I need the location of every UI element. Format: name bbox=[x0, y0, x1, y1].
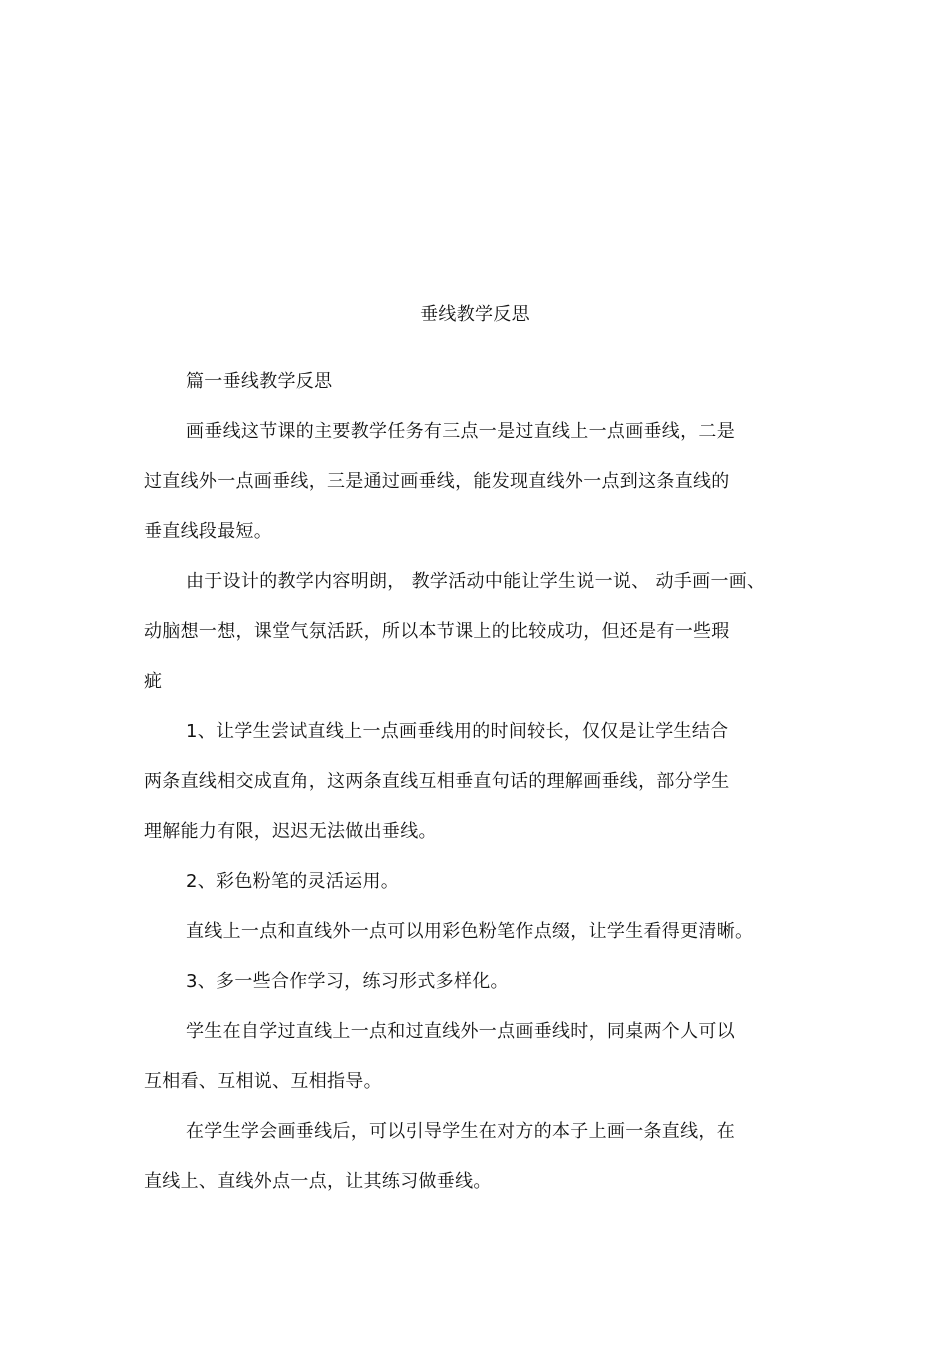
paragraph-line: 由于设计的教学内容明朗， 教学活动中能让学生说一说、 动手画一画、 bbox=[186, 571, 766, 592]
paragraph-line: 疵 bbox=[144, 671, 163, 692]
paragraph-line: 3、多一些合作学习，练习形式多样化。 bbox=[186, 971, 509, 992]
paragraph-line: 学生在自学过直线上一点和过直线外一点画垂线时，同桌两个人可以 bbox=[186, 1021, 735, 1042]
paragraph-line: 画垂线这节课的主要教学任务有三点一是过直线上一点画垂线，二是 bbox=[186, 421, 735, 442]
paragraph-line: 2、彩色粉笔的灵活运用。 bbox=[186, 871, 400, 892]
section-heading: 篇一垂线教学反思 bbox=[186, 371, 333, 392]
paragraph-line: 1、让学生尝试直线上一点画垂线用的时间较长，仅仅是让学生结合 bbox=[186, 721, 729, 742]
paragraph-line: 过直线外一点画垂线，三是通过画垂线，能发现直线外一点到这条直线的 bbox=[144, 471, 730, 492]
paragraph-line: 动脑想一想，课堂气氛活跃，所以本节课上的比较成功，但还是有一些瑕 bbox=[144, 621, 730, 642]
document-title: 垂线教学反思 bbox=[420, 304, 530, 325]
paragraph-line: 两条直线相交成直角，这两条直线互相垂直句话的理解画垂线，部分学生 bbox=[144, 771, 730, 792]
paragraph-line: 直线上、直线外点一点，让其练习做垂线。 bbox=[144, 1171, 492, 1192]
paragraph-line: 理解能力有限，迟迟无法做出垂线。 bbox=[144, 821, 437, 842]
paragraph-line: 在学生学会画垂线后，可以引导学生在对方的本子上画一条直线，在 bbox=[186, 1121, 735, 1142]
paragraph-line: 垂直线段最短。 bbox=[144, 521, 273, 542]
paragraph-line: 互相看、互相说、互相指导。 bbox=[144, 1071, 382, 1092]
paragraph-line: 直线上一点和直线外一点可以用彩色粉笔作点缀，让学生看得更清晰。 bbox=[186, 921, 754, 942]
